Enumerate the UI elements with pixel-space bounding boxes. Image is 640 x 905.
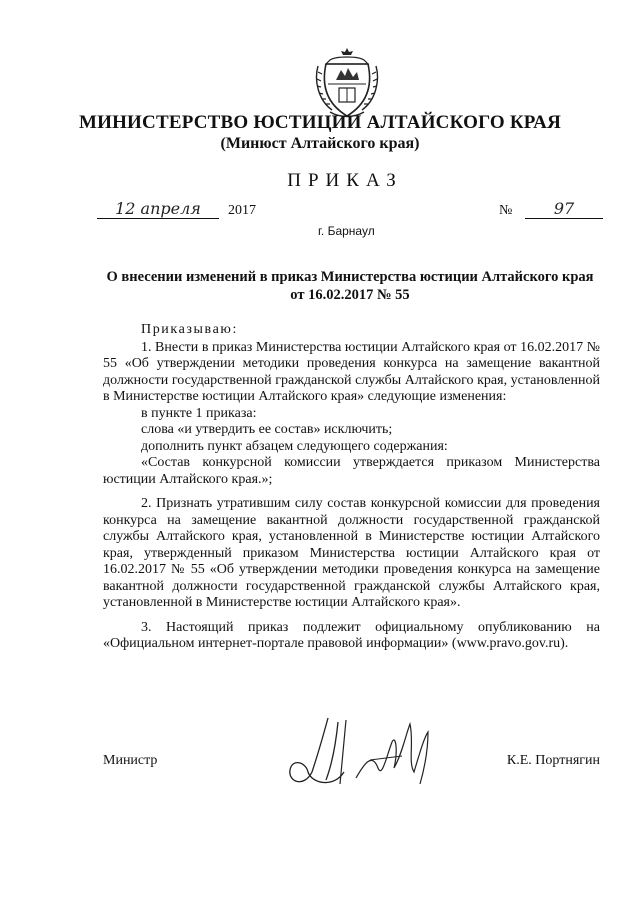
number-sign: № (499, 203, 513, 218)
handwritten-date: 12 апреля (97, 199, 219, 219)
city-label: г. Барнаул (318, 224, 375, 238)
altai-krai-coat-of-arms-icon (312, 44, 382, 120)
handwritten-order-number: 97 (525, 199, 603, 219)
signature-block (103, 753, 600, 783)
order-item-3: 3. Настоящий приказ подлежит официальному опубликованию на «Официальном интернет-портале правовой информации» (www.pravo.gov.ru). (103, 619, 600, 651)
signer-name: К.Е. Портнягин (506, 753, 600, 768)
order-item-1-sub-d: «Состав конкурсной комиссии утверждается приказом Министерства юстиции Алтайского края.»; (103, 455, 600, 487)
order-body (103, 322, 600, 653)
order-item-1-sub-c: дополнить пункт абзацем следующего содержания: (141, 438, 448, 454)
order-item-1-sub-b: слова «и утвердить ее состав» исключить; (141, 422, 393, 437)
order-item-2: 2. Признать утратившим силу состав конкурсной комиссии для проведения конкурса на замещение вакантной должности государственной гражданской службы Алтайского края, установленной в Министерстве юстиции Алтайского края, утвержденный приказом Министерства юстиции Алтайского края от 16.02.2017 № 55 «Об утверждении методики проведения конкурса на замещение вакантной должности государственной гражданской службы Алтайского края, установленной в Министерстве юстиции Алтайского края». (103, 496, 600, 610)
ministry-short-name: (Минюст Алтайского края) (220, 135, 420, 152)
order-item-1-sub-a: в пункте 1 приказа: (141, 405, 257, 421)
date-year: 2017 (228, 203, 256, 218)
order-item-1: 1. Внести в приказ Министерства юстиции Алтайского края от 16.02.2017 № 55 «Об утверждении методики проведения конкурса на замещение вакантной должности государственной гражданской службы Алтайского края, установленной в Министерстве юстиции Алтайского края» следующие изменения: (103, 339, 600, 404)
document-type-title: ПРИКАЗ (287, 170, 403, 191)
signer-role: Министр (103, 753, 158, 768)
ministry-title: МИНИСТЕРСТВО ЮСТИЦИИ АЛТАЙСКОГО КРАЯ (78, 112, 562, 133)
date-number-line (97, 199, 607, 225)
order-subject-heading: О внесении изменений в приказ Министерства юстиции Алтайского края от 16.02.2017 № 55 (106, 269, 594, 303)
order-lead-word: Приказываю: (141, 322, 238, 337)
